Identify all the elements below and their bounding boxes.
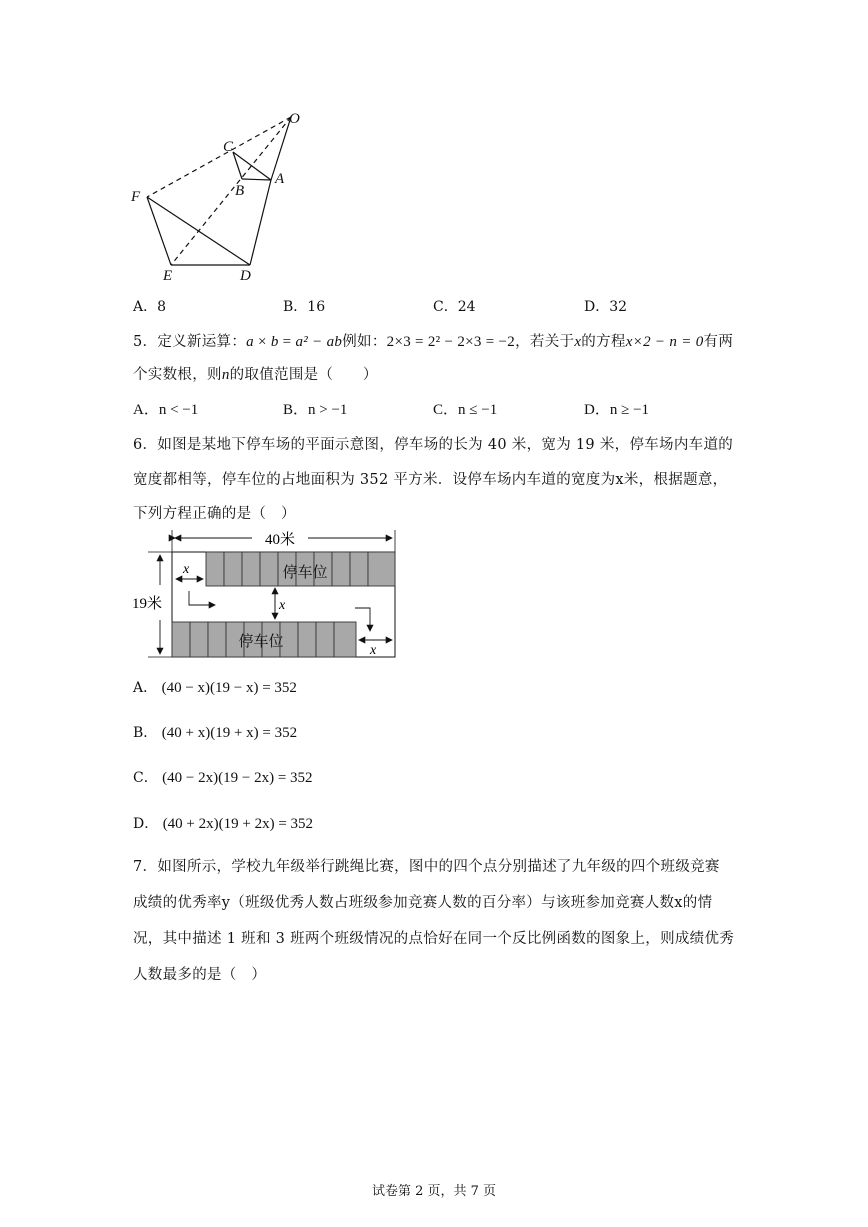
q5-options [133, 398, 753, 420]
length-label: 40米 [264, 532, 296, 548]
x-label-left: x [183, 562, 190, 577]
q5-option-c[interactable]: C．n ≤ −1 [433, 402, 498, 418]
q5-example-label: 例如： [342, 334, 387, 350]
q6-choice-b-letter: B． [133, 725, 158, 741]
q5-line-1 [133, 330, 733, 351]
q4-option-c[interactable]: C．24 [433, 299, 476, 315]
q4-option-b[interactable]: B．16 [283, 299, 326, 315]
parking-figure [130, 525, 405, 665]
q5-line2-b: 的取值范围是（ ） [229, 367, 378, 383]
q6-choice-d-letter: D． [133, 816, 159, 832]
q6-choice-d[interactable] [133, 813, 313, 833]
q5-line-2 [133, 363, 378, 384]
line-BA [242, 179, 271, 180]
q7-line-3: 况，其中描述 1 班和 3 班两个班级情况的点恰好在同一个反比例函数的图象上，则成绩优秀 [133, 931, 735, 947]
label-E: E [163, 268, 173, 284]
q6-choice-a-letter: A． [133, 680, 158, 696]
q6-choice-b-expr: (40 + x)(19 + x) = 352 [161, 725, 298, 741]
label-C: C [223, 139, 234, 155]
q5-cond-2: 的方程 [581, 334, 626, 350]
q5-option-a[interactable]: A．n < −1 [133, 402, 199, 418]
q5-intro: 5．定义新运算： [133, 334, 247, 350]
q5-def-eq: = [278, 334, 296, 350]
q6-line-3: 下列方程正确的是（ ） [133, 506, 296, 522]
line-FD [147, 197, 250, 265]
q5-line2-a: 个实数根，则 [133, 367, 222, 383]
label-A: A [275, 171, 285, 187]
q6-line-1: 6．如图是某地下停车场的平面示意图，停车场的长为 40 米，宽为 19 米，停车场内车道的 [133, 437, 734, 453]
q6-choice-a[interactable] [133, 677, 297, 697]
q6-choice-a-expr: (40 − x)(19 − x) = 352 [161, 680, 297, 696]
q6-choice-c[interactable] [133, 767, 313, 787]
top-lot-label: 停车位 [282, 565, 328, 581]
x-label-middle: x [279, 598, 286, 613]
q5-var-x: x [574, 334, 582, 350]
q4-option-a[interactable]: A．8 [133, 299, 167, 315]
q5-option-d[interactable]: D．n ≥ −1 [584, 402, 650, 418]
q4-options [133, 296, 753, 318]
q6-line-2: 宽度都相等，停车位的占地面积为 352 平方米．设停车场内车道的宽度为x米，根据题意， [133, 472, 728, 488]
q5-def-a: a [246, 334, 254, 350]
q7-line-1: 7．如图所示，学校九年级举行跳绳比赛，图中的四个点分别描述了九年级的四个班级竞赛 [133, 859, 720, 875]
q7-line-4: 人数最多的是（ ） [133, 967, 267, 983]
q5-def-rhs: a² − ab [295, 334, 343, 350]
label-D: D [240, 268, 251, 284]
q4-option-d[interactable]: D．32 [584, 299, 628, 315]
line-FE [147, 197, 171, 265]
geometry-figure [125, 105, 325, 285]
q5-cond-1: ，若关于 [515, 334, 575, 350]
q5-def-b: b [270, 334, 279, 350]
q5-equation: x×2 − n = 0 [625, 334, 704, 350]
q5-cond-3: 有两 [703, 334, 734, 350]
line-AD [250, 180, 271, 265]
q6-choice-d-expr: (40 + 2x)(19 + 2x) = 352 [162, 816, 314, 832]
bottom-lot-label: 停车位 [238, 634, 284, 650]
x-label-right: x [370, 643, 377, 658]
q5-def-op: × [253, 334, 271, 350]
line-CA [233, 152, 271, 180]
width-label: 19米 [132, 596, 163, 612]
label-O: O [289, 111, 300, 127]
q7-line-2: 成绩的优秀率y（班级优秀人数占班级参加竞赛人数的百分率）与该班参加竞赛人数x的情 [133, 895, 713, 911]
q6-choice-b[interactable] [133, 722, 297, 742]
label-F: F [131, 189, 141, 205]
label-B: B [235, 183, 245, 199]
q5-option-b[interactable]: B．n > −1 [283, 402, 348, 418]
q5-example: 2×3 = 2² − 2×3 = −2 [386, 334, 516, 350]
page-footer: 试卷第 2 页，共 7 页 [371, 1184, 497, 1199]
q6-choice-c-letter: C． [133, 770, 158, 786]
q6-choice-c-expr: (40 − 2x)(19 − 2x) = 352 [162, 770, 313, 786]
q5-var-n: n [221, 367, 230, 383]
